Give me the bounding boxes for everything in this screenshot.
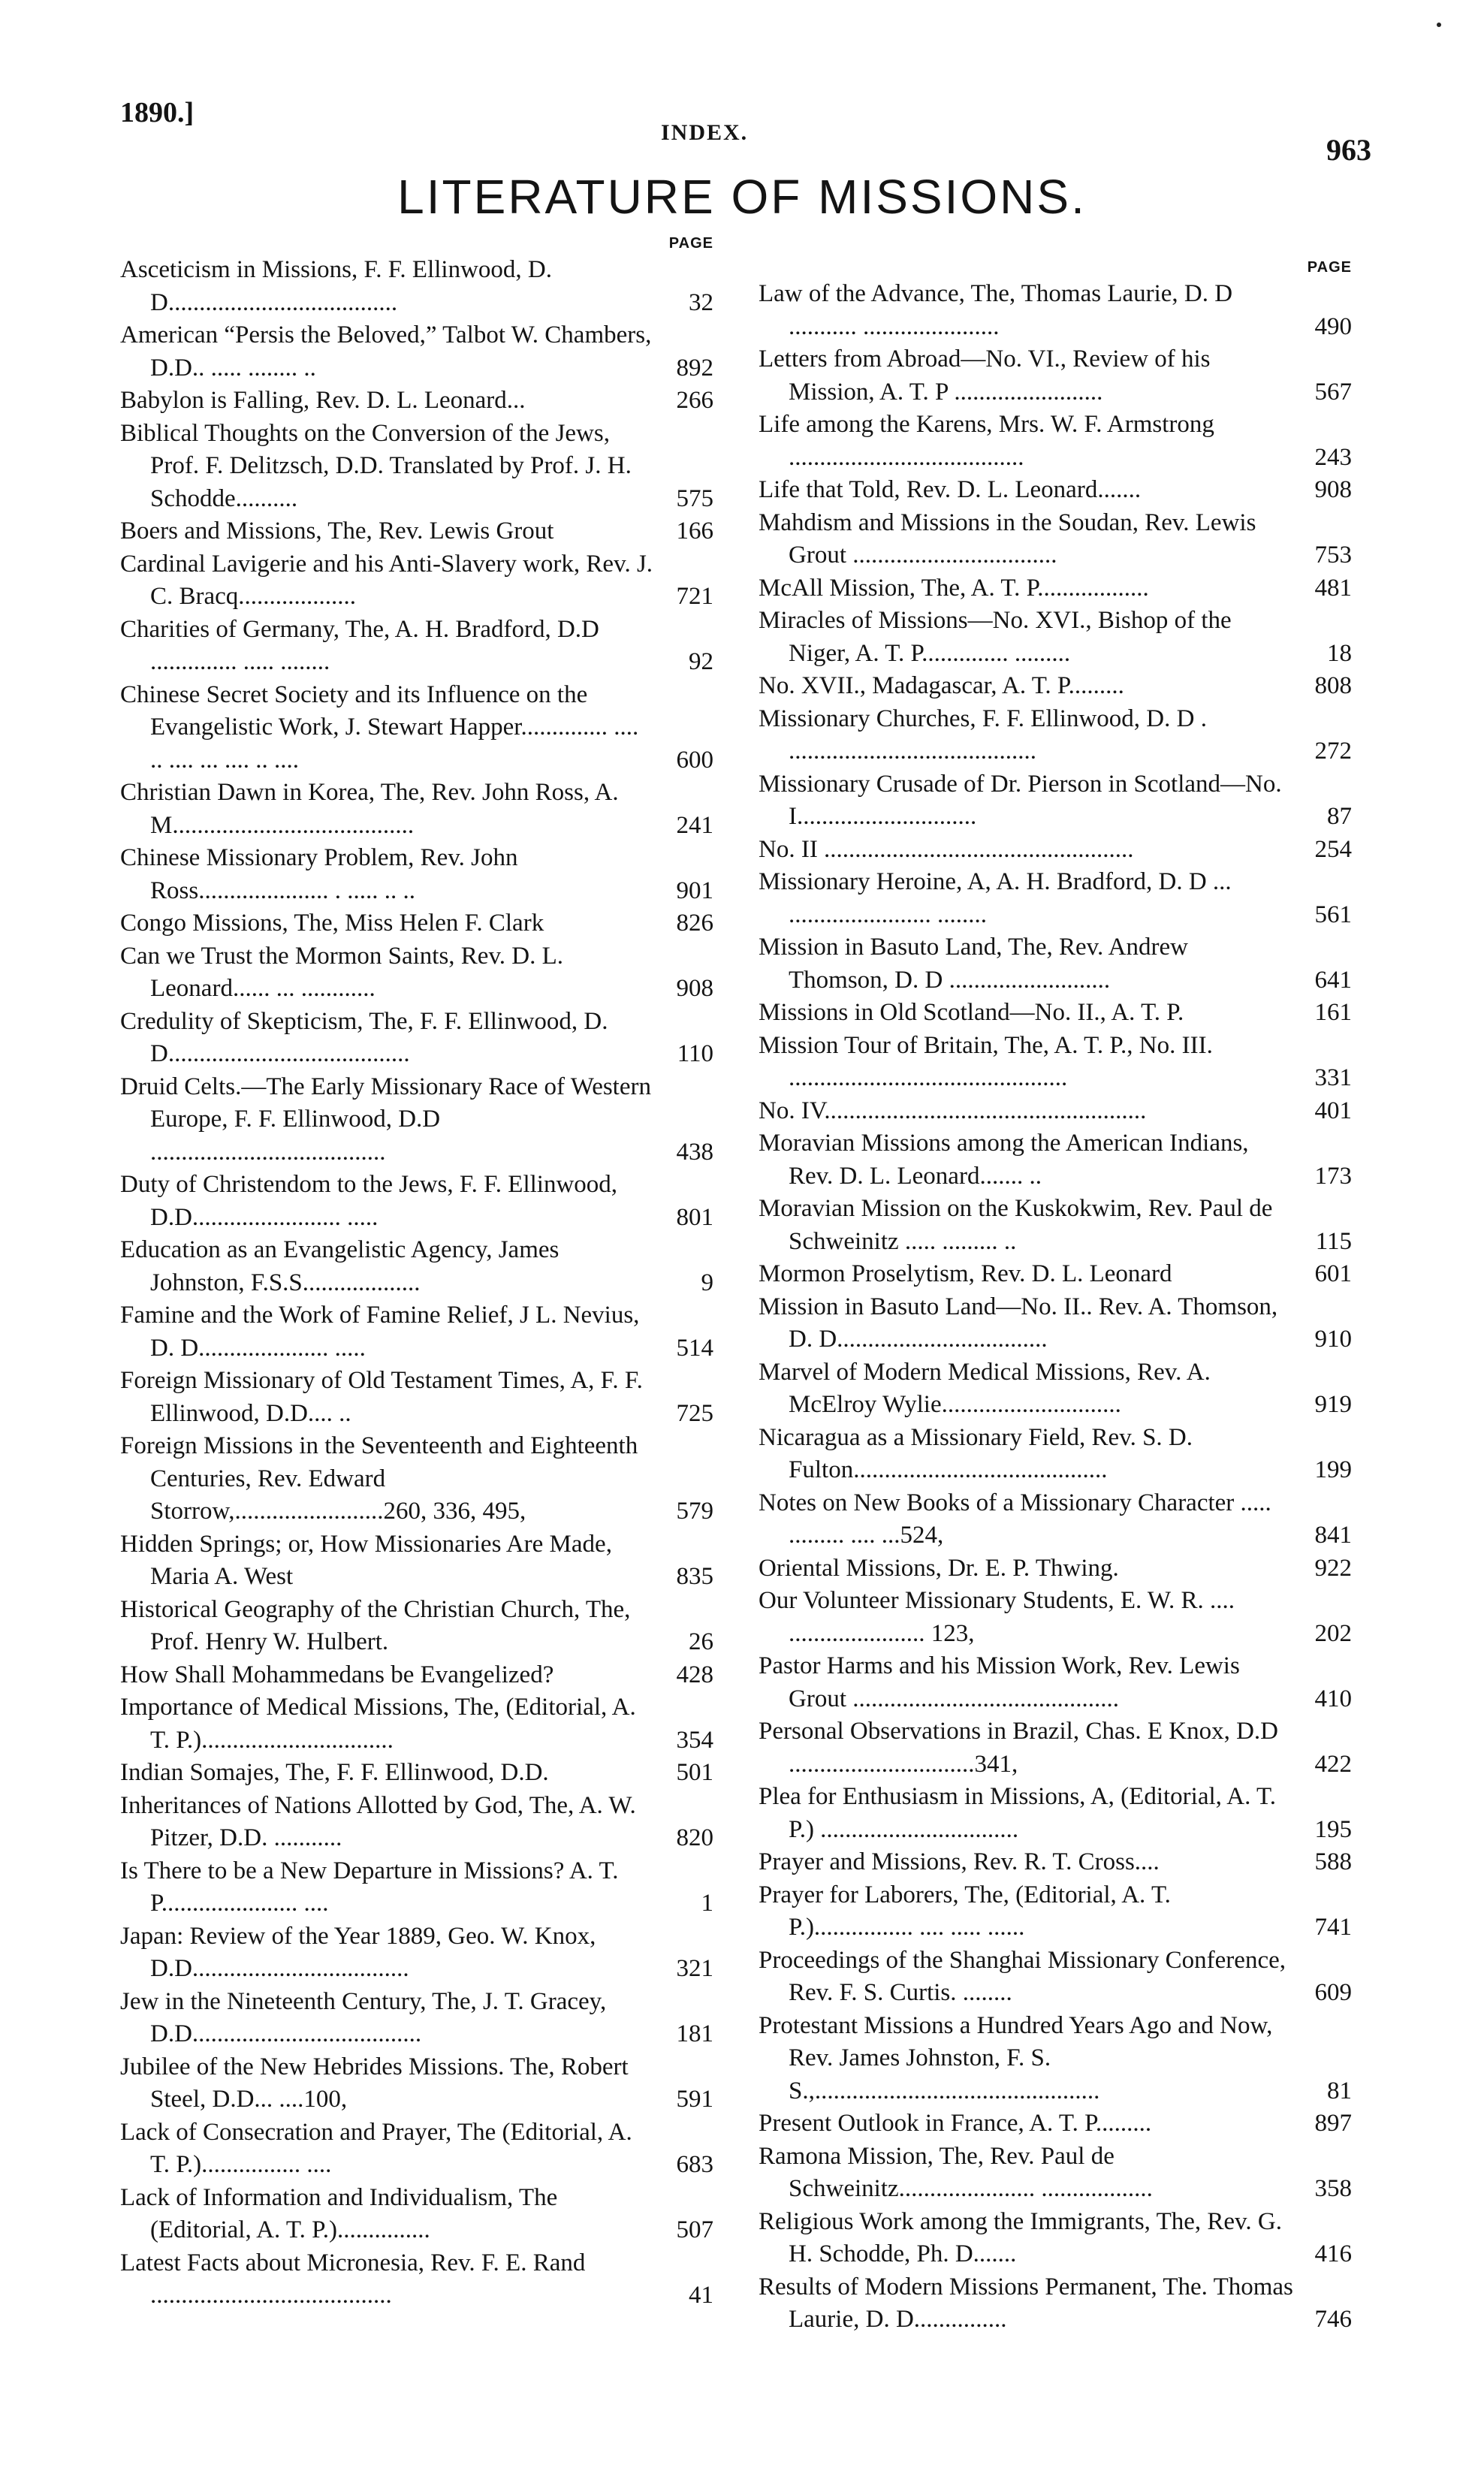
index-entry <box>759 997 1352 1030</box>
entry-title: Prayer for Laborers, The, (Editorial, A. T. P.)................ .... ..... ...... <box>759 1881 1171 1941</box>
entry-title: Mahdism and Missions in the Soudan, Rev. Lewis Grout ................................. <box>759 508 1256 569</box>
entry-page: 195 <box>1314 1815 1352 1843</box>
ink-speck <box>1437 23 1441 27</box>
entry-title: Chinese Secret Society and its Influence on the Evangelistic Work, J. Stewart Happer.............. .... .. .... ... .... .. .... <box>120 680 639 774</box>
index-entry <box>120 548 713 614</box>
left-entry-list <box>120 254 713 2313</box>
entry-page: 410 <box>1314 1685 1352 1712</box>
index-entry <box>120 2247 713 2313</box>
entry-page: 266 <box>676 387 713 414</box>
entry-page: 254 <box>1314 835 1352 863</box>
entry-title: Results of Modern Missions Permanent, The. Thomas Laurie, D. D............... <box>759 2273 1293 2333</box>
entry-title: Marvel of Modern Medical Missions, Rev. A. McElroy Wylie............................. <box>759 1358 1211 1418</box>
entry-page: 358 <box>1314 2175 1352 2202</box>
entry-page: 1 <box>701 1890 713 1917</box>
entry-title: Cardinal Lavigerie and his Anti-Slavery work, Rev. J. C. Bracq................... <box>120 550 653 610</box>
entry-title: Missions in Old Scotland—No. II., A. T. P. <box>759 999 1184 1026</box>
entry-page: 41 <box>689 2282 713 2309</box>
index-entry <box>759 1422 1352 1487</box>
entry-title: Mission Tour of Britain, The, A. T. P., No. III. ............................................. <box>759 1031 1213 1091</box>
entry-title: Missionary Churches, F. F. Ellinwood, D. D . ........................................ <box>759 704 1207 765</box>
entry-title: No. IV.................................................... <box>759 1097 1147 1124</box>
index-entry <box>759 1781 1352 1846</box>
entry-page: 908 <box>676 975 713 1002</box>
right-column <box>759 233 1352 2337</box>
index-entry <box>120 418 713 516</box>
entry-page: 501 <box>676 1759 713 1786</box>
entry-page: 354 <box>676 1726 713 1754</box>
entry-page: 910 <box>1314 1326 1352 1353</box>
entry-page: 272 <box>1314 738 1352 765</box>
entry-title: Congo Missions, The, Miss Helen F. Clark <box>120 910 544 937</box>
entry-title: McAll Mission, The, A. T. P.................. <box>759 574 1149 602</box>
index-entry <box>759 2141 1352 2206</box>
entry-page: 202 <box>1314 1619 1352 1647</box>
entry-title: Moravian Missions among the American Indians, Rev. D. L. Leonard....... .. <box>759 1130 1249 1190</box>
index-entry <box>759 2107 1352 2141</box>
entry-title: Jubilee of the New Hebrides Missions. The, Robert Steel, D.D... ....100, <box>120 2053 629 2113</box>
header-page-number: 963 <box>1326 133 1371 167</box>
entry-title: No. XVII., Madagascar, A. T. P......... <box>759 672 1124 699</box>
index-entry <box>120 515 713 548</box>
entry-page: 591 <box>676 2086 713 2113</box>
index-entry <box>759 931 1352 997</box>
entry-page: 601 <box>1314 1260 1352 1287</box>
entry-title: Oriental Missions, Dr. E. P. Thwing. <box>759 1554 1119 1582</box>
index-entry <box>120 1594 713 1659</box>
header-year: 1890.] <box>120 97 195 128</box>
index-entry <box>120 679 713 777</box>
entry-title: Historical Geography of the Christian Church, The, Prof. Henry W. Hulbert. <box>120 1595 631 1655</box>
index-entry <box>120 1986 713 2051</box>
entry-page: 575 <box>676 484 713 512</box>
index-entry <box>759 1879 1352 1944</box>
entry-title: Pastor Harms and his Mission Work, Rev. Lewis Grout ........................................... <box>759 1652 1240 1712</box>
index-entry <box>120 1169 713 1234</box>
entry-title: Duty of Christendom to the Jews, F. F. Ellinwood, D.D........................ ..... <box>120 1171 618 1231</box>
entry-page: 588 <box>1314 1848 1352 1875</box>
entry-page: 32 <box>689 288 713 316</box>
right-entry-list <box>759 278 1352 2337</box>
header-section: INDEX. <box>661 120 749 145</box>
entry-page: 161 <box>1314 999 1352 1026</box>
entry-title: Education as an Evangelistic Agency, James Johnston, F.S.S................... <box>120 1236 560 1296</box>
entry-page: 826 <box>676 910 713 937</box>
entry-title: Present Outlook in France, A. T. P......... <box>759 2110 1152 2137</box>
index-entry <box>120 1299 713 1365</box>
entry-title: Nicaragua as a Missionary Field, Rev. S. D. Fulton......................................... <box>759 1423 1193 1483</box>
entry-title: Proceedings of the Shanghai Missionary Conference, Rev. F. S. Curtis. ........ <box>759 1946 1286 2006</box>
entry-title: Indian Somajes, The, F. F. Ellinwood, D.D. <box>120 1759 549 1786</box>
index-entry <box>120 1855 713 1920</box>
index-entry <box>120 254 713 319</box>
index-entry <box>759 1585 1352 1650</box>
entry-page: 481 <box>1314 574 1352 602</box>
index-entry <box>759 768 1352 834</box>
entry-page: 18 <box>1327 639 1352 667</box>
index-entry <box>120 1790 713 1855</box>
entry-title: Asceticism in Missions, F. F. Ellinwood, D. D..................................... <box>120 256 553 316</box>
index-entry <box>120 614 713 679</box>
index-entry <box>759 572 1352 605</box>
entry-page: 721 <box>676 583 713 610</box>
index-entry <box>759 1127 1352 1193</box>
index-entry <box>759 278 1352 343</box>
entry-page: 514 <box>676 1334 713 1362</box>
entry-title: Famine and the Work of Famine Relief, J L. Nevius, D. D..................... ..... <box>120 1302 640 1362</box>
index-entry <box>759 1193 1352 1258</box>
entry-title: Importance of Medical Missions, The, (Editorial, A. T. P.)............................... <box>120 1694 636 1754</box>
index-entry <box>759 1356 1352 1422</box>
entry-page: 92 <box>689 648 713 675</box>
index-entry <box>759 2271 1352 2337</box>
entry-page: 507 <box>676 2216 713 2243</box>
entry-page: 199 <box>1314 1456 1352 1483</box>
entry-page: 746 <box>1314 2306 1352 2333</box>
entry-title: Moravian Mission on the Kuskokwim, Rev. Paul de Schweinitz ..... ......... .. <box>759 1195 1273 1255</box>
index-entry <box>120 1920 713 1986</box>
entry-page: 243 <box>1314 443 1352 471</box>
entry-page: 490 <box>1314 312 1352 340</box>
index-entry <box>120 1691 713 1757</box>
entry-title: Missionary Heroine, A, A. H. Bradford, D. D ... ....................... ........ <box>759 868 1232 928</box>
entry-title: Letters from Abroad—No. VI., Review of his Mission, A. T. P ........................ <box>759 345 1211 406</box>
index-entry <box>759 2206 1352 2271</box>
entry-title: Japan: Review of the Year 1889, Geo. W. Knox, D.D................................... <box>120 1922 596 1982</box>
entry-page: 115 <box>1315 1227 1352 1255</box>
index-entry <box>120 1528 713 1594</box>
entry-title: Inheritances of Nations Allotted by God, The, A. W. Pitzer, D.D. ........... <box>120 1791 636 1851</box>
left-page-label: PAGE <box>668 235 713 252</box>
page-title: LITERATURE OF MISSIONS. <box>397 170 1087 224</box>
entry-page: 908 <box>1314 476 1352 503</box>
index-entry <box>759 1944 1352 2010</box>
entry-page: 808 <box>1314 672 1352 699</box>
entry-page: 110 <box>677 1040 713 1067</box>
index-entry <box>759 834 1352 867</box>
entry-title: Notes on New Books of a Missionary Character ..... ......... .... ...524, <box>759 1489 1271 1549</box>
index-entry <box>120 2051 713 2116</box>
index-entry <box>120 1365 713 1430</box>
entry-title: Jew in the Nineteenth Century, The, J. T. Gracey, D.D..................................... <box>120 1987 607 2047</box>
entry-title: Missionary Crusade of Dr. Pierson in Scotland—No. I............................. <box>759 770 1282 830</box>
index-entry <box>120 940 713 1006</box>
index-entry <box>120 319 713 385</box>
index-entry <box>120 1757 713 1790</box>
entry-title: Plea for Enthusiasm in Missions, A, (Editorial, A. T. P.) ................................ <box>759 1783 1277 1843</box>
entry-page: 401 <box>1314 1097 1352 1124</box>
left-column <box>120 233 713 2313</box>
entry-title: Mormon Proselytism, Rev. D. L. Leonard <box>759 1260 1172 1287</box>
entry-page: 820 <box>676 1824 713 1851</box>
index-entry <box>759 605 1352 670</box>
entry-title: Life that Told, Rev. D. L. Leonard....... <box>759 476 1142 503</box>
index-entry <box>759 474 1352 507</box>
entry-title: Chinese Missionary Problem, Rev. John Ross..................... . ..... .. .. <box>120 844 518 904</box>
entry-page: 741 <box>1314 1914 1352 1941</box>
index-entry <box>759 343 1352 409</box>
index-entry <box>759 1291 1352 1356</box>
entry-page: 438 <box>676 1138 713 1166</box>
right-page-label: PAGE <box>1307 259 1352 276</box>
entry-title: Boers and Missions, The, Rev. Lewis Grout <box>120 517 554 545</box>
entry-title: Ramona Mission, The, Rev. Paul de Schweinitz...................... .................. <box>759 2142 1153 2202</box>
entry-page: 181 <box>676 2020 713 2047</box>
entry-title: Charities of Germany, The, A. H. Bradford, D.D .............. ..... ........ <box>120 615 599 675</box>
index-entry <box>759 670 1352 703</box>
entry-page: 321 <box>676 1955 713 1982</box>
entry-page: 416 <box>1314 2240 1352 2267</box>
index-entry <box>759 1846 1352 1879</box>
index-entry <box>120 385 713 418</box>
entry-page: 241 <box>676 811 713 839</box>
entry-page: 725 <box>676 1399 713 1427</box>
entry-page: 897 <box>1314 2110 1352 2137</box>
entry-page: 922 <box>1314 1554 1352 1582</box>
index-entry <box>759 1258 1352 1291</box>
entry-title: No. II .................................................. <box>759 835 1134 863</box>
index-entry <box>759 1650 1352 1715</box>
index-entry <box>120 2182 713 2247</box>
entry-page: 901 <box>676 876 713 904</box>
entry-page: 683 <box>676 2151 713 2178</box>
index-entry <box>759 1095 1352 1128</box>
entry-title: Life among the Karens, Mrs. W. F. Armstrong ...................................... <box>759 411 1214 471</box>
entry-title: Law of the Advance, The, Thomas Laurie, D. D ........... ...................... <box>759 280 1233 340</box>
entry-page: 26 <box>689 1628 713 1655</box>
index-entry <box>120 907 713 940</box>
entry-title: Credulity of Skepticism, The, F. F. Ellinwood, D. D....................................... <box>120 1007 608 1067</box>
entry-title: Religious Work among the Immigrants, The, Rev. G. H. Schodde, Ph. D....... <box>759 2207 1282 2267</box>
entry-page: 9 <box>701 1269 713 1296</box>
index-entry <box>120 842 713 907</box>
entry-title: Protestant Missions a Hundred Years Ago and Now, Rev. James Johnston, F. S. S.,.............................................. <box>759 2011 1273 2104</box>
entry-page: 892 <box>676 354 713 382</box>
entry-page: 422 <box>1314 1750 1352 1778</box>
entry-title: Foreign Missionary of Old Testament Times, A, F. F. Ellinwood, D.D.... .. <box>120 1367 643 1427</box>
index-entry <box>759 2010 1352 2108</box>
entry-title: Latest Facts about Micronesia, Rev. F. E. Rand ....................................... <box>120 2249 586 2309</box>
running-head <box>120 96 1371 167</box>
index-entry <box>120 1234 713 1299</box>
entry-title: Miracles of Missions—No. XVI., Bishop of the Niger, A. T. P.............. ......... <box>759 607 1232 667</box>
index-entry <box>120 1659 713 1692</box>
entry-page: 919 <box>1314 1391 1352 1418</box>
index-entry <box>759 507 1352 572</box>
entry-title: Lack of Consecration and Prayer, The (Editorial, A. T. P.)................ .... <box>120 2118 632 2178</box>
entry-title: Our Volunteer Missionary Students, E. W. R. .... ...................... 123, <box>759 1587 1235 1647</box>
index-entry <box>120 1071 713 1169</box>
entry-title: Druid Celts.—The Early Missionary Race of Western Europe, F. F. Ellinwood, D.D ...................................... <box>120 1073 651 1166</box>
entry-title: Prayer and Missions, Rev. R. T. Cross.... <box>759 1848 1160 1875</box>
entry-page: 561 <box>1314 901 1352 928</box>
index-entry <box>759 866 1352 931</box>
entry-page: 641 <box>1314 966 1352 994</box>
index-entry <box>120 1430 713 1528</box>
entry-title: Lack of Information and Individualism, The (Editorial, A. T. P.)............... <box>120 2183 558 2243</box>
index-entry <box>120 777 713 842</box>
entry-page: 567 <box>1314 378 1352 406</box>
index-entry <box>759 1715 1352 1781</box>
entry-title: American “Persis the Beloved,” Talbot W. Chambers, D.D.. ..... ........ .. <box>120 321 652 382</box>
index-entry <box>759 1552 1352 1585</box>
entry-page: 166 <box>676 517 713 545</box>
entry-title: Mission in Basuto Land, The, Rev. Andrew Thomson, D. D .......................... <box>759 934 1188 994</box>
entry-page: 87 <box>1327 803 1352 830</box>
entry-page: 173 <box>1314 1162 1352 1190</box>
entry-title: How Shall Mohammedans be Evangelized? <box>120 1661 554 1688</box>
index-entry <box>120 1006 713 1071</box>
index-entry <box>759 1030 1352 1095</box>
entry-title: Personal Observations in Brazil, Chas. E Knox, D.D ..............................341, <box>759 1718 1278 1778</box>
index-entry <box>120 2116 713 2182</box>
entry-page: 579 <box>676 1498 713 1525</box>
entry-title: Christian Dawn in Korea, The, Rev. John Ross, A. M....................................... <box>120 779 619 839</box>
entry-title: Mission in Basuto Land—No. II.. Rev. A. Thomson, D. D.................................. <box>759 1293 1278 1353</box>
entry-page: 600 <box>676 746 713 774</box>
entry-page: 609 <box>1314 1979 1352 2006</box>
entry-title: Can we Trust the Mormon Saints, Rev. D. L. Leonard...... ... ............ <box>120 942 564 1002</box>
entry-page: 841 <box>1314 1522 1352 1549</box>
index-entry <box>759 409 1352 474</box>
entry-page: 835 <box>676 1563 713 1590</box>
entry-page: 801 <box>676 1203 713 1231</box>
entry-page: 753 <box>1314 542 1352 569</box>
index-entry <box>759 703 1352 768</box>
index-entry <box>759 1487 1352 1552</box>
entry-title: Hidden Springs; or, How Missionaries Are Made, Maria A. West <box>120 1530 612 1590</box>
entry-title: Is There to be a New Departure in Missions? A. T. P...................... .... <box>120 1857 619 1917</box>
entry-page: 81 <box>1327 2077 1352 2104</box>
entry-title: Foreign Missions in the Seventeenth and Eighteenth Centuries, Rev. Edward Storrow,........................260, 336, 495, <box>120 1432 638 1525</box>
entry-page: 331 <box>1314 1064 1352 1091</box>
entry-title: Babylon is Falling, Rev. D. L. Leonard... <box>120 387 526 414</box>
entry-title: Biblical Thoughts on the Conversion of the Jews, Prof. F. Delitzsch, D.D. Translated by Prof. J. H. Schodde.......... <box>120 419 632 512</box>
entry-page: 428 <box>676 1661 713 1688</box>
